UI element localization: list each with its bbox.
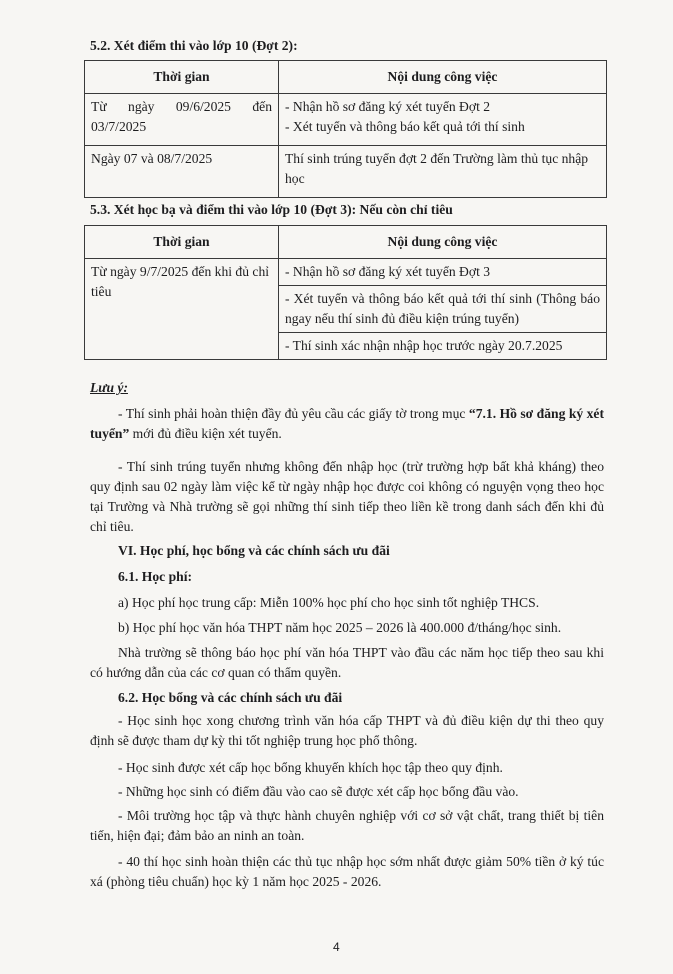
column-header-content: Nội dung công việc [279,61,607,94]
section-5-2-heading: 5.2. Xét điểm thi vào lớp 10 (Đợt 2): [90,38,298,53]
note-reference: “7.1. Hồ sơ đăng ký xét tuyển” [90,406,604,441]
content-cell: - Thí sinh xác nhận nhập học trước ngày 20.7.2025 [279,333,607,360]
benefit-item: - Học sinh được xét cấp học bổng khuyến khích học tập theo quy định. [118,760,503,775]
section-6-1-heading: 6.1. Học phí: [118,569,193,584]
page-number: 4 [333,940,340,954]
tuition-item-b: b) Học phí học văn hóa THPT năm học 2025 – 2026 là 400.000 đ/tháng/học sinh. [118,620,562,635]
tuition-note: Nhà trường sẽ thông báo học phí văn hóa THPT vào đầu các năm học tiếp theo sau khi có hướng dẫn của các cơ quan có thẩm quyền. [90,645,604,680]
column-header-time: Thời gian [85,61,279,94]
column-header-content: Nội dung công việc [279,226,607,259]
content-cell: Thí sinh trúng tuyển đợt 2 đến Trường làm thủ tục nhập học [279,146,607,198]
section-6-2-heading: 6.2. Học bổng và các chính sách ưu đãi [118,690,343,705]
note-text: - Thí sinh phải hoàn thiện đầy đủ yêu cầu các giấy tờ trong mục [118,406,469,421]
note-paragraph-2: - Thí sinh trúng tuyển nhưng không đến nhập học (trừ trường hợp bất khả kháng) theo quy định sau 02 ngày làm việc kể từ ngày nhập học được coi không có nguyện vọng theo học tại Trường và Nhà trường sẽ gọi những thí sinh tiếp theo liền kề trong danh sách đến khi đủ chỉ tiêu. [90,459,604,534]
content-cell: - Xét tuyển và thông báo kết quả tới thí sinh (Thông báo ngay nếu thí sinh đủ điều kiện trúng tuyển) [279,286,607,333]
section-6-heading: VI. Học phí, học bổng và các chính sách ưu đãi [118,543,390,558]
time-cell: Từ ngày 9/7/2025 đến khi đủ chỉ tiêu [85,259,279,360]
content-cell: - Nhận hồ sơ đăng ký xét tuyển Đợt 3 [279,259,607,286]
table-header-row [85,226,607,259]
schedule-table-round-2 [84,60,607,198]
tuition-item-a: a) Học phí học trung cấp: Miễn 100% học phí cho học sinh tốt nghiệp THCS. [118,595,540,610]
benefit-item: - 40 thí học sinh hoàn thiện các thủ tục nhập học sớm nhất được giảm 50% tiền ở ký túc xá (phòng tiêu chuẩn) học kỳ 1 năm học 2025 - 2026. [90,854,604,889]
note-title: Lưu ý: [90,380,128,395]
content-cell [279,94,607,146]
task-item: - Xét tuyển và thông báo kết quả tới thí sinh [285,119,525,134]
section-5-3-heading: 5.3. Xét học bạ và điểm thi vào lớp 10 (Đợt 3): Nếu còn chỉ tiêu [90,202,453,217]
note-paragraph-1 [90,404,604,444]
table-header-row [85,61,607,94]
benefit-item: - Môi trường học tập và thực hành chuyên nghiệp với cơ sở vật chất, trang thiết bị tiên tiến, hiện đại; đảm bảo an ninh an toàn. [90,808,604,843]
column-header-time: Thời gian [85,226,279,259]
schedule-table-round-3 [84,225,607,360]
time-cell: Từ ngày 09/6/2025 đến 03/7/2025 [85,94,279,146]
table-row [85,146,607,198]
table-row [85,259,607,286]
note-text: mới đủ điều kiện xét tuyển. [129,426,282,441]
benefit-item: - Những học sinh có điểm đầu vào cao sẽ được xét cấp học bổng đầu vào. [118,784,519,799]
time-cell: Ngày 07 và 08/7/2025 [85,146,279,198]
task-item: - Nhận hồ sơ đăng ký xét tuyển Đợt 2 [285,99,491,114]
table-row [85,94,607,146]
benefit-item: - Học sinh học xong chương trình văn hóa cấp THPT và đủ điều kiện dự thi theo quy định sẽ được tham dự kỳ thi tốt nghiệp trung học phổ thông. [90,713,604,748]
